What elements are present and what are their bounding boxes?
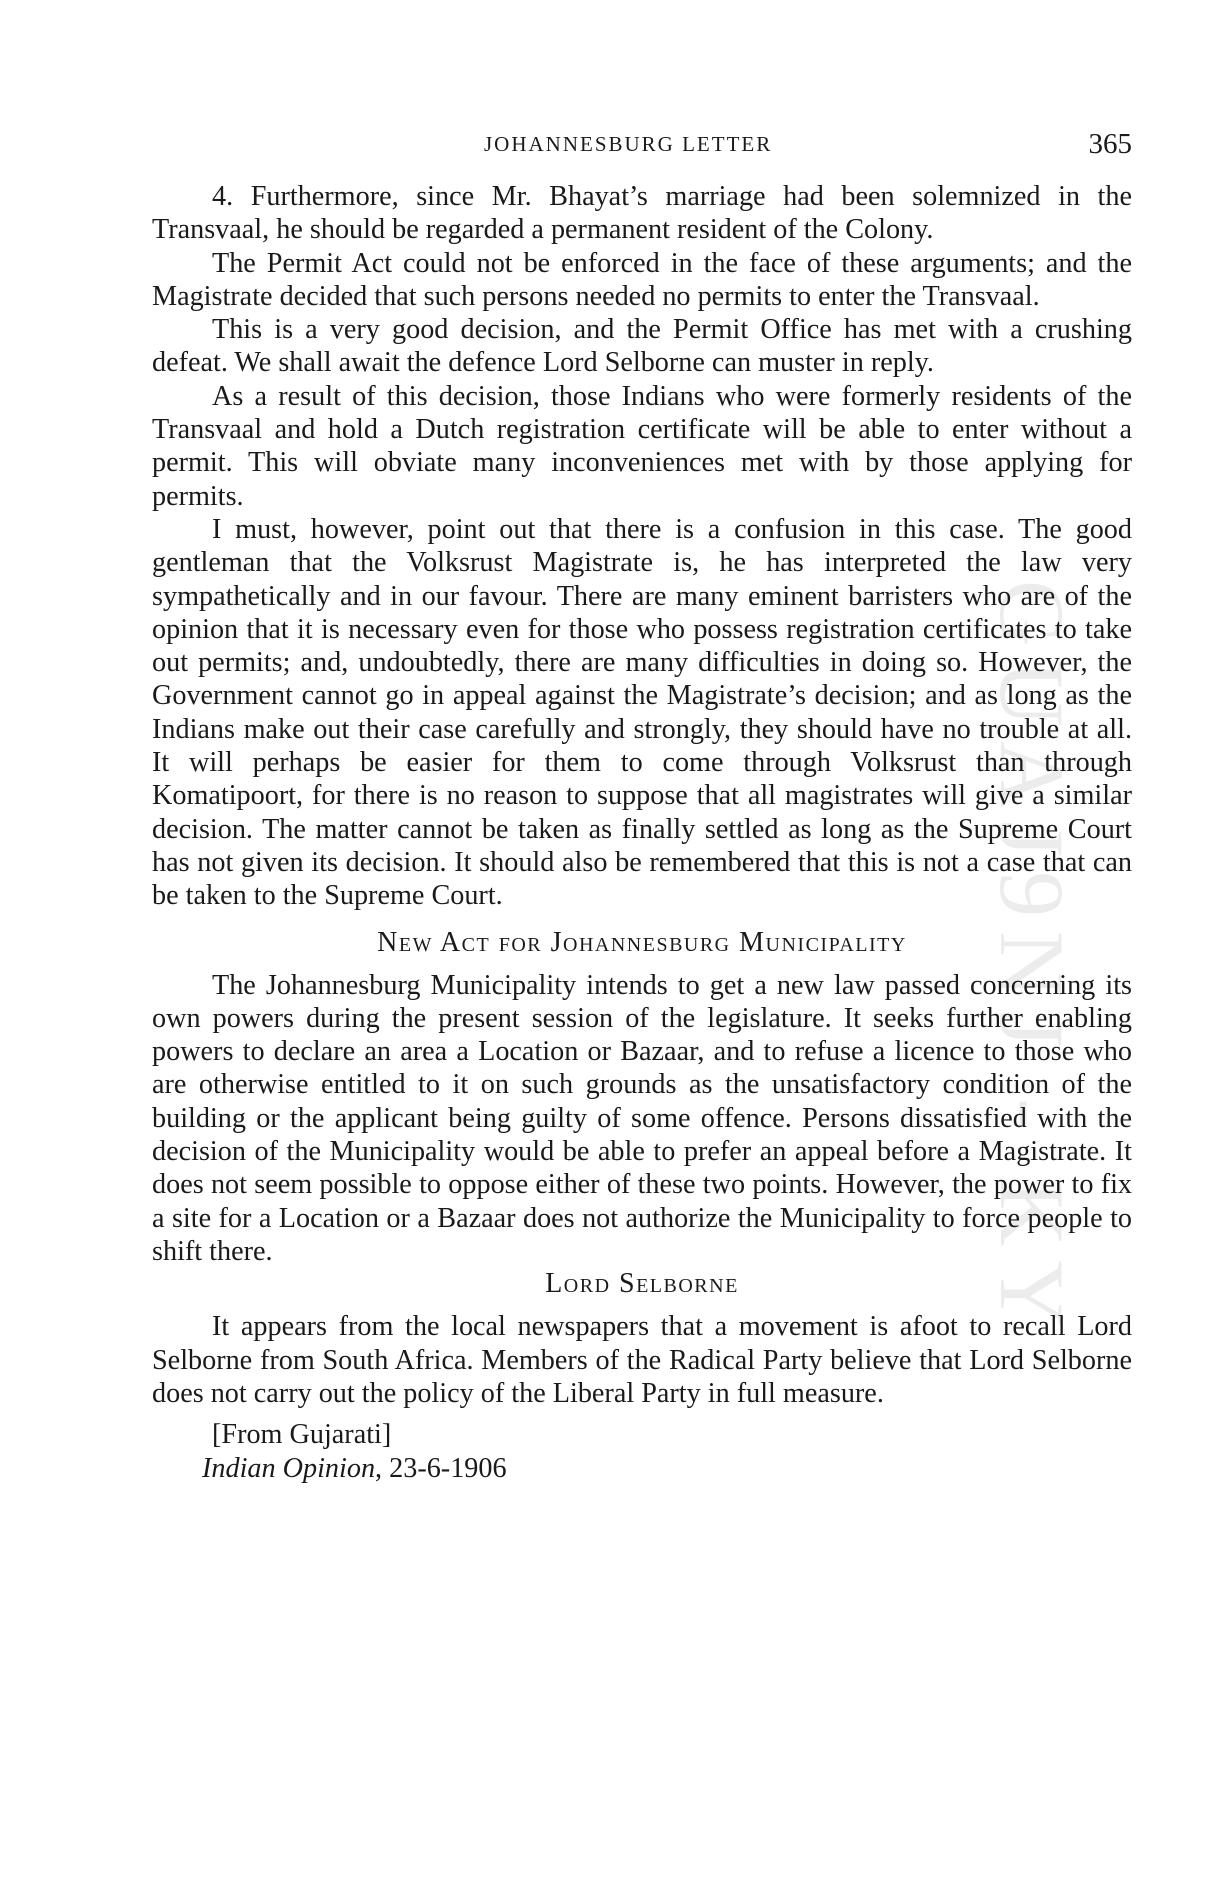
body-text xyxy=(152,180,1132,1486)
paragraph: This is a very good decision, and the Permit Office has met with a crushing defeat. We shall await the defence Lord Selborne can muster in reply. xyxy=(152,314,1132,379)
citation-date: , 23-6-1906 xyxy=(375,1453,507,1485)
paragraph: 4. Furthermore, since Mr. Bhayat’s marriage had been solemnized in the Transvaal, he should be regarded a permanent resident of the Colony. xyxy=(152,181,1132,246)
citation xyxy=(152,1452,1132,1486)
paragraph: The Permit Act could not be enforced in the face of these arguments; and the Magistrate decided that such persons needed no permits to enter the Transvaal. xyxy=(152,247,1132,312)
paragraph: It appears from the local newspapers that a movement is afoot to recall Lord Selborne from South Africa. Members of the Radical Party believe that Lord Selborne does not carry out the policy of the Liberal Party in full measure. xyxy=(152,1311,1132,1409)
citation-title: Indian Opinion xyxy=(202,1453,376,1485)
watermark: GUAJ9NJ - KY xyxy=(981,580,1083,1341)
section-heading: Lord Selborne xyxy=(545,1268,739,1300)
page-number: 365 xyxy=(1088,128,1132,160)
paragraph: As a result of this decision, those Indians who were formerly residents of the Transvaal and hold a Dutch registration certificate will be able to enter without a permit. This will obviate many inconveniences met with by those applying for permits. xyxy=(152,380,1132,512)
paragraph: I must, however, point out that there is a confusion in this case. The good gentleman that the Volksrust Magistrate is, he has interpreted the law very sympathetically and in our favour. There are many eminent barristers who are of the opinion that it is necessary even for those who possess registration certificates to take out permits; and, undoubtedly, there are many difficulties in doing so. However, the Government cannot go in appeal against the Magistrate’s decision; and as long as the Indians make out their case carefully and strongly, they should have no trouble at all. It will perhaps be easier for them to come through Volksrust than through Komatipoort, for there is no reason to suppose that all magistrates will give a similar decision. The matter cannot be taken as finally settled as long as the Supreme Court has not given its decision. It should also be remembered that this is not a case that can be taken to the Supreme Court. xyxy=(152,513,1132,912)
paragraph: The Johannesburg Municipality intends to get a new law passed concerning its own powers during the present session of the legislature. It seeks further enabling powers to declare an area a Location or Bazaar, and to refuse a licence to those who are otherwise entitled to it on such grounds as the unsatisfactory condition of the building or the applicant being guilty of some offence. Persons dissatisfied with the decision of the Municipality would be able to prefer an appeal before a Magistrate. It does not seem possible to oppose either of these two points. However, the power to fix a site for a Location or a Bazaar does not authorize the Municipality to force people to shift there. xyxy=(152,969,1132,1267)
section-heading: New Act for Johannesburg Municipality xyxy=(377,926,907,958)
source-note: [From Gujarati] xyxy=(212,1419,392,1451)
running-head: JOHANNESBURG LETTER xyxy=(484,132,773,156)
